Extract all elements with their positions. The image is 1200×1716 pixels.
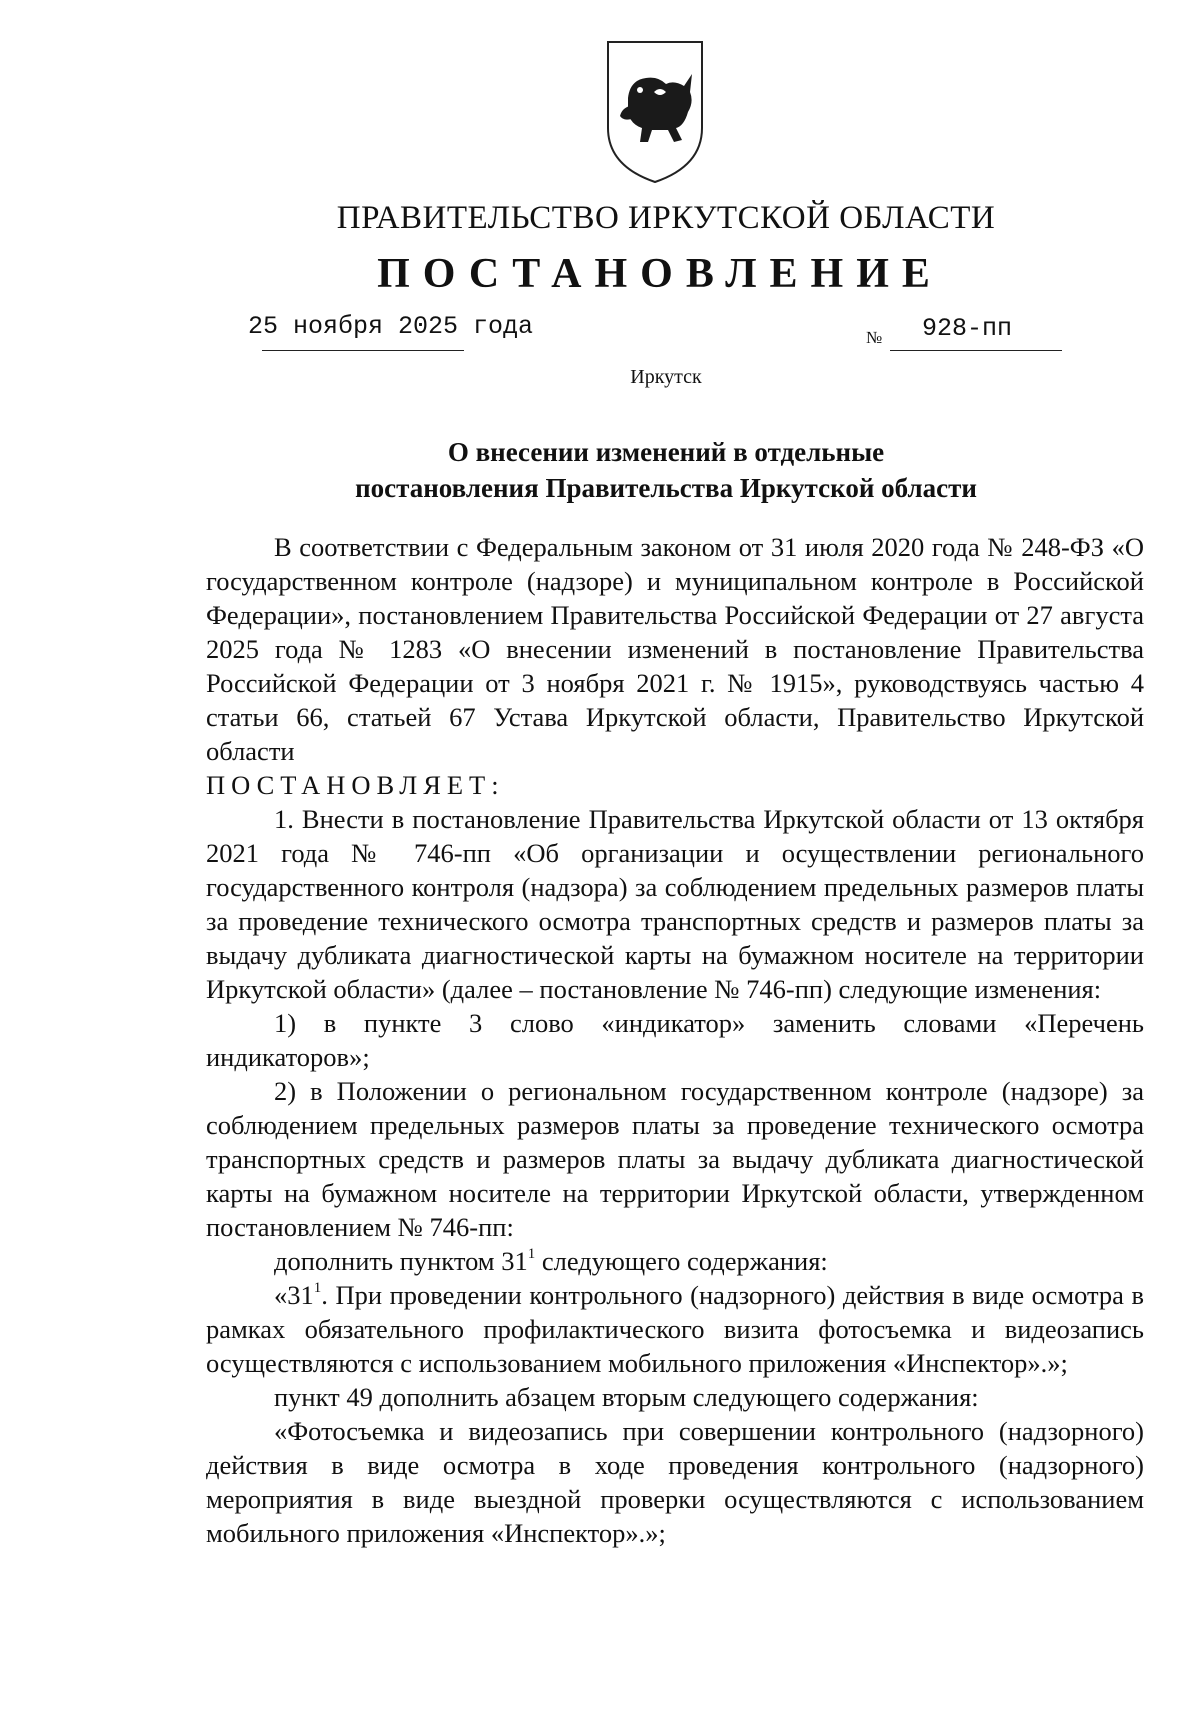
add-point-text-end: следующего содержания:: [535, 1246, 828, 1276]
organization-name: ПРАВИТЕЛЬСТВО ИРКУТСКОЙ ОБЛАСТИ: [336, 200, 996, 236]
irkutsk-coat-of-arms-icon: [600, 36, 710, 186]
document-number: 928-пп: [922, 314, 1013, 343]
quote-1-paragraph: [206, 1278, 1144, 1380]
quote-1-start: «31: [274, 1280, 314, 1310]
document-title: [0, 434, 1200, 506]
add-point-text: дополнить пунктом 31: [274, 1246, 528, 1276]
add-point-paragraph: [206, 1244, 1144, 1278]
quote-2-paragraph: «Фотосъемка и видеозапись при совершении контрольного (надзорного) действия в виде осмотра в ходе проведения контрольного (надзорного) мероприятия в виде выездной проверки осуществляются с использованием мобильного приложения «Инспектор».»;: [206, 1416, 1144, 1548]
quote-1-text: . При проведении контрольного (надзорного) действия в виде осмотра в рамках обязательного профилактического визита фотосъемка и видеозапись осуществляются с использованием мобильного приложения «Инспектор».»;: [206, 1280, 1144, 1378]
document-type: ПОСТАНОВЛЕНИЕ: [377, 251, 943, 297]
point-49-paragraph: пункт 49 дополнить абзацем вторым следующего содержания:: [274, 1382, 979, 1412]
number-sign: №: [866, 328, 883, 347]
subitem-2-paragraph: 2) в Положении о региональном государственном контроле (надзоре) за соблюдением предельных размеров платы за проведение технического осмотра транспортных средств и размеров платы за выдачу дубликата диагностической карты на бумажном носителе на территории Иркутской области, утвержденном постановлением № 746-пп:: [206, 1076, 1144, 1242]
number-underline: [890, 350, 1062, 351]
city: Иркутск: [630, 366, 702, 388]
date-underline: [262, 350, 464, 351]
title-line-2: постановления Правительства Иркутской области: [355, 473, 977, 503]
document-date: 25 ноября 2025 года: [248, 312, 534, 341]
preamble-paragraph: В соответствии с Федеральным законом от 31 июля 2020 года № 248-ФЗ «О государственном контроле (надзоре) и муниципальном контроле в Российской Федерации», постановлением Правительства Российской Федерации от 27 августа 2025 года № 1283 «О внесении изменений в постановление Правительства Российской Федерации от 3 ноября 2021 г. № 1915», руководствуясь частью 4 статьи 66, статьей 67 Устава Иркутской области, Правительство Иркутской области: [206, 532, 1144, 766]
subitem-1-paragraph: 1) в пункте 3 слово «индикатор» заменить словами «Перечень индикаторов»;: [206, 1008, 1144, 1072]
quote-1-superscript: 1: [313, 1280, 322, 1297]
title-line-1: О внесении изменений в отдельные: [447, 437, 885, 467]
decree-word: ПОСТАНОВЛЯЕТ:: [206, 770, 505, 800]
document-body: [206, 530, 1144, 1550]
add-point-superscript: 1: [527, 1246, 536, 1263]
item-1-paragraph: 1. Внести в постановление Правительства Иркутской области от 13 октября 2021 года № 746-пп «Об организации и осуществлении регионального государственного контроля (надзора) за соблюдением предельных размеров платы за проведение технического осмотра транспортных средств и размеров платы за выдачу дубликата диагностической карты на бумажном носителе на территории Иркутской области» (далее – постановление № 746-пп) следующие изменения:: [206, 804, 1144, 1004]
